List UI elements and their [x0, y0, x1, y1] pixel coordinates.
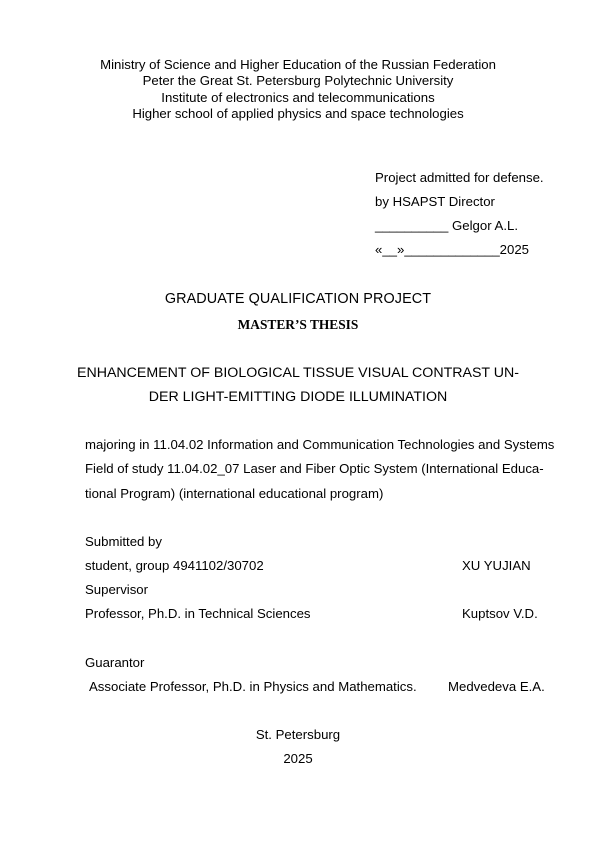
- admission-signature-line: __________ Gelgor A.L.: [375, 218, 518, 233]
- year: 2025: [283, 751, 313, 766]
- city: St. Petersburg: [255, 727, 341, 742]
- student-name: XU YUJIAN: [462, 558, 531, 573]
- admission-line-1: Project admitted for defense.: [375, 170, 544, 185]
- supervisor-role: Professor, Ph.D. in Technical Sciences: [85, 606, 311, 621]
- admission-date-line: «__»_____________2025: [375, 242, 530, 257]
- ministry-line: Ministry of Science and Higher Education of the Russian Federation: [100, 57, 496, 72]
- document-subtitle: MASTER’S THESIS: [237, 317, 359, 332]
- thesis-topic-line-1: ENHANCEMENT OF BIOLOGICAL TISSUE VISUAL CONTRAST UN-: [77, 365, 519, 381]
- program-line: tional Program) (international educational program): [85, 486, 384, 501]
- field-of-study-line: Field of study 11.04.02_07 Laser and Fiber Optic System (International Educa-: [85, 461, 544, 476]
- school-line: Higher school of applied physics and space technologies: [132, 106, 464, 121]
- document-title: GRADUATE QUALIFICATION PROJECT: [164, 291, 432, 307]
- guarantor-label: Guarantor: [85, 655, 145, 670]
- guarantor-role: Associate Professor, Ph.D. in Physics and Mathematics.: [89, 679, 417, 694]
- major-line: majoring in 11.04.02 Information and Communication Technologies and Systems: [85, 437, 555, 452]
- guarantor-name: Medvedeva E.A.: [448, 679, 545, 694]
- supervisor-name: Kuptsov V.D.: [462, 606, 538, 621]
- submitted-by-label: Submitted by: [85, 534, 162, 549]
- thesis-topic-line-2: DER LIGHT-EMITTING DIODE ILLUMINATION: [148, 389, 448, 405]
- institute-line: Institute of electronics and telecommunications: [161, 90, 435, 105]
- admission-line-2: by HSAPST Director: [375, 194, 495, 209]
- supervisor-label: Supervisor: [85, 582, 149, 597]
- student-group-label: student, group 4941102/30702: [85, 558, 264, 573]
- university-line: Peter the Great St. Petersburg Polytechnic University: [142, 73, 454, 88]
